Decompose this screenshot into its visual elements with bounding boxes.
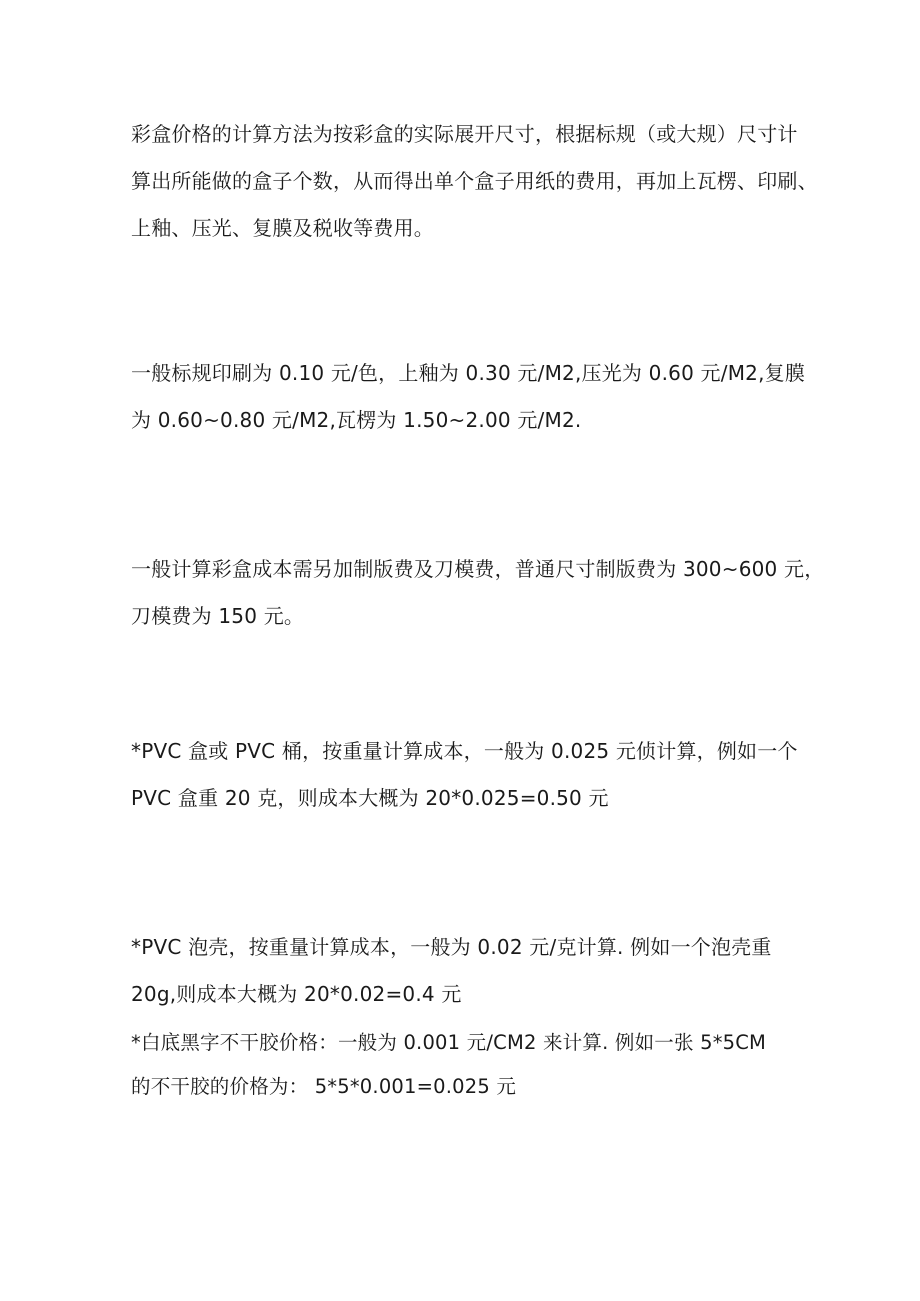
- text-line: *PVC 盒或 PVC 桶，按重量计算成本，一般为 0.025 元侦计算，例如一个: [131, 739, 798, 763]
- text-line: 的不干胶的价格为： 5*5*0.001=0.025 元: [131, 1075, 517, 1098]
- text-line: PVC 盒重 20 克，则成本大概为 20*0.025=0.50 元: [131, 786, 609, 810]
- paragraph-standard-process-rates: [131, 350, 811, 444]
- text-line: 一般计算彩盒成本需另加制版费及刀模费，普通尺寸制版费为 300~600 元，: [131, 557, 825, 581]
- text-line: 一般标规印刷为 0.10 元/色，上釉为 0.30 元/M2,压光为 0.60 元/M2,复膜: [131, 361, 806, 385]
- text-line: *白底黑字不干胶价格：一般为 0.001 元/CM2 来计算. 例如一张 5*5CM: [131, 1031, 767, 1054]
- text-line: 刀模费为 150 元。: [131, 604, 305, 628]
- paragraph-sticker-label-cost: [131, 1021, 811, 1109]
- paragraph-pvc-box-cost: [131, 728, 811, 822]
- text-line: 20g,则成本大概为 20*0.02=0.4 元: [131, 982, 462, 1006]
- paragraph-color-box-pricing-method: [131, 111, 818, 252]
- text-line: 上釉、压光、复膜及税收等费用。: [131, 216, 434, 240]
- paragraph-pvc-blister-cost: [131, 924, 811, 1018]
- paragraph-plate-and-die-fees: [131, 546, 825, 640]
- text-line: *PVC 泡壳，按重量计算成本，一般为 0.02 元/克计算. 例如一个泡壳重: [131, 935, 772, 959]
- text-line: 为 0.60~0.80 元/M2,瓦楞为 1.50~2.00 元/M2.: [131, 408, 582, 432]
- text-line: 算出所能做的盒子个数，从而得出单个盒子用纸的费用，再加上瓦楞、印刷、: [131, 169, 818, 193]
- text-line: 彩盒价格的计算方法为按彩盒的实际展开尺寸，根据标规（或大规）尺寸计: [131, 122, 798, 146]
